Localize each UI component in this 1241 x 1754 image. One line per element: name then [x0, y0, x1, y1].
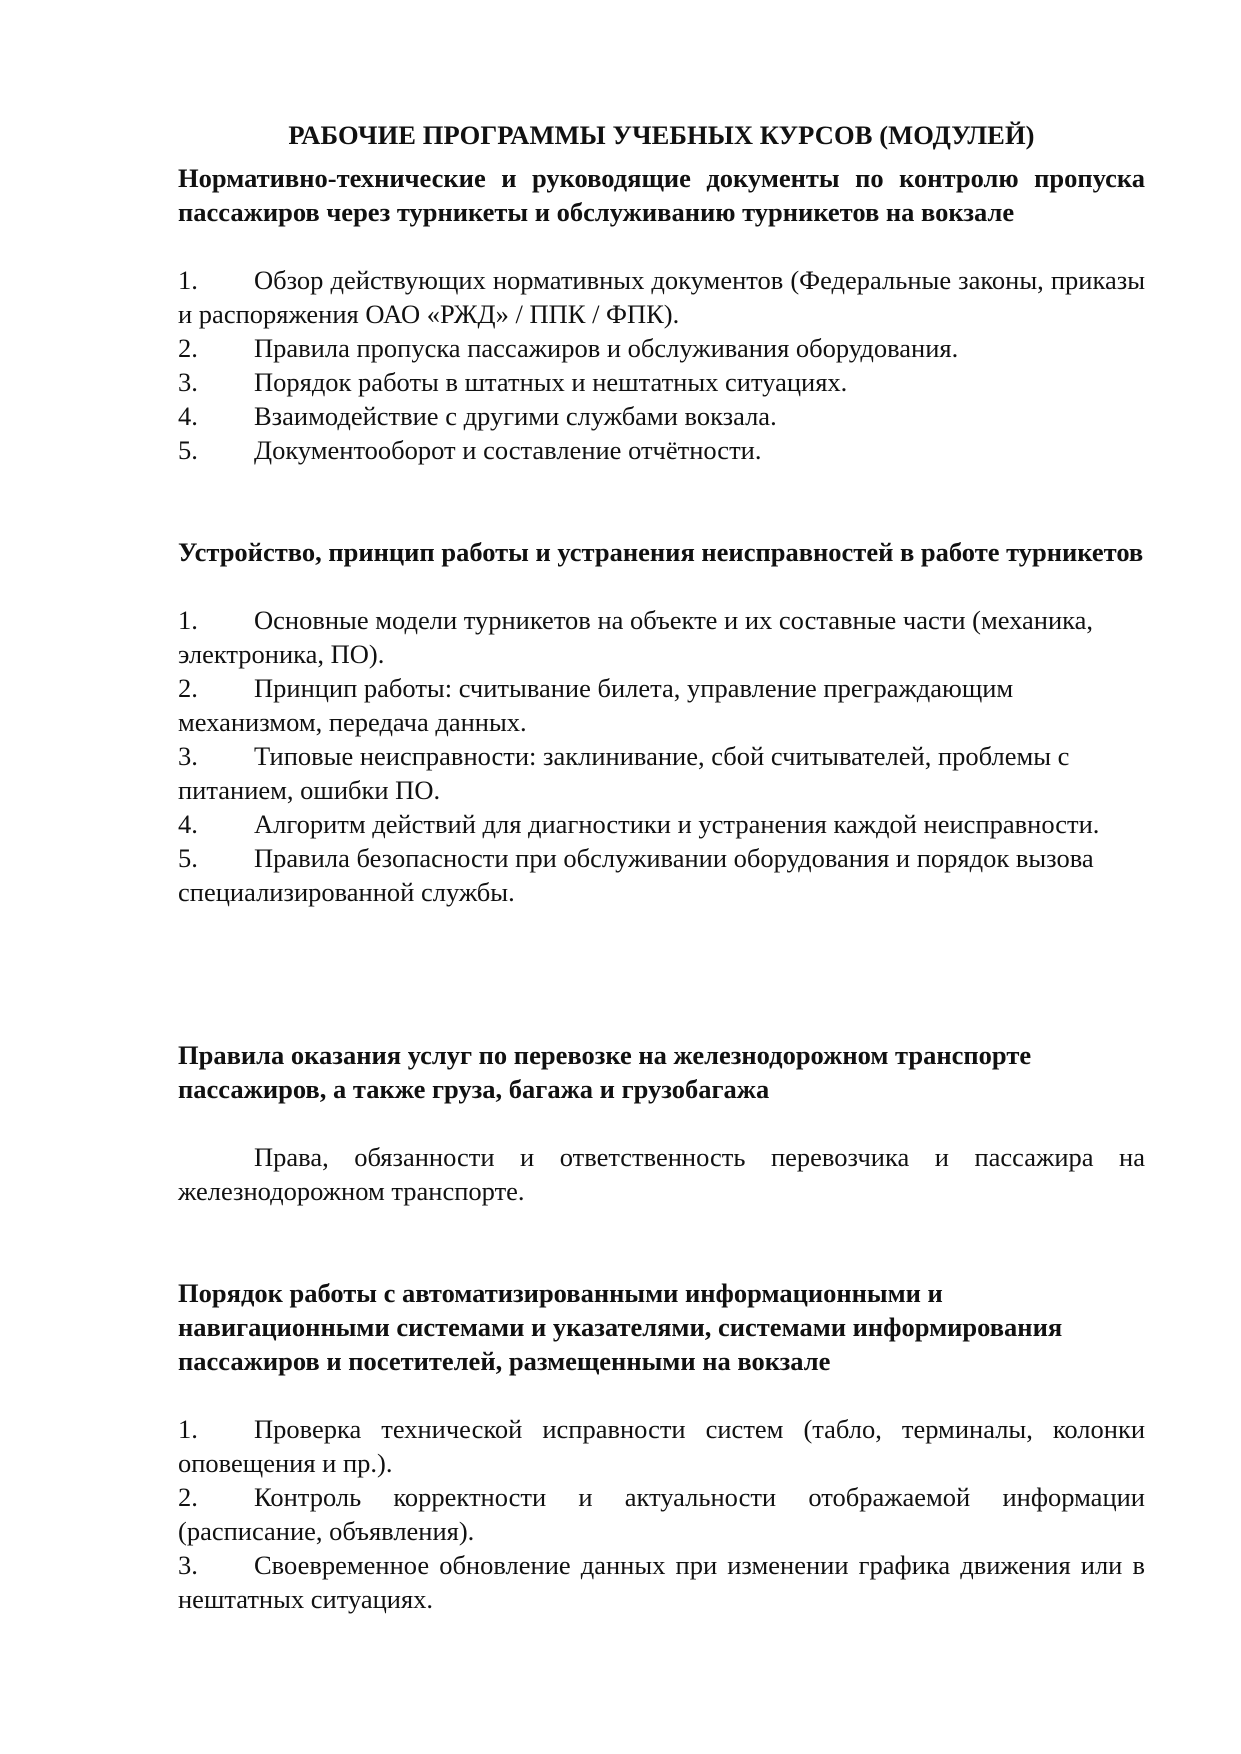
list-item: [178, 1412, 1145, 1480]
item-text: Алгоритм действий для диагностики и устранения каждой неисправности.: [254, 809, 1100, 839]
list-item: [178, 1480, 1145, 1548]
item-number: 3.: [178, 741, 198, 771]
item-list: [178, 603, 1145, 909]
section-heading: Порядок работы с автоматизированными информационными и навигационными системами и указателями, системами информирования пассажиров и посетителей, размещенными на вокзале: [178, 1278, 1063, 1376]
list-item: [178, 603, 1145, 671]
item-list: [178, 263, 1145, 467]
item-number: 1.: [178, 1414, 198, 1444]
list-item: [178, 263, 1145, 331]
item-text: Документооборот и составление отчётности.: [254, 435, 762, 465]
list-item: [178, 807, 1145, 841]
section-heading: Устройство, принцип работы и устранения неисправностей в работе турникетов: [178, 537, 1144, 567]
list-item: [178, 671, 1145, 739]
item-number: 1.: [178, 265, 198, 295]
list-item: [178, 433, 1145, 467]
item-number: 5.: [178, 843, 198, 873]
section-regulatory-documents: [178, 161, 1145, 467]
item-text: Принцип работы: считывание билета, управление преграждающим механизмом, передача данных.: [178, 673, 1014, 737]
item-number: 3.: [178, 1550, 198, 1580]
item-text: Правила безопасности при обслуживании оборудования и порядок вызова специализированной службы.: [178, 843, 1094, 907]
item-number: 5.: [178, 435, 198, 465]
item-number: 2.: [178, 333, 198, 363]
section-turnstile-device: [178, 535, 1145, 909]
item-number: 4.: [178, 809, 198, 839]
item-number: 3.: [178, 367, 198, 397]
item-text: Своевременное обновление данных при изменении графика движения или в нештатных ситуациях.: [178, 1550, 1145, 1614]
item-text: Типовые неисправности: заклинивание, сбой считывателей, проблемы с питанием, ошибки ПО.: [178, 741, 1070, 805]
list-item: [178, 365, 1145, 399]
item-text: Взаимодействие с другими службами вокзала.: [254, 401, 777, 431]
item-number: 2.: [178, 673, 198, 703]
list-item: [178, 841, 1145, 909]
list-item: [178, 399, 1145, 433]
item-number: 4.: [178, 401, 198, 431]
item-text: Основные модели турникетов на объекте и их составные части (механика, электроника, ПО).: [178, 605, 1094, 669]
item-text: Правила пропуска пассажиров и обслуживания оборудования.: [254, 333, 959, 363]
item-number: 1.: [178, 605, 198, 635]
list-item: [178, 739, 1145, 807]
item-number: 2.: [178, 1482, 198, 1512]
item-text: Порядок работы в штатных и нештатных ситуациях.: [254, 367, 848, 397]
section-heading: Правила оказания услуг по перевозке на железнодорожном транспорте пассажиров, а также груза, багажа и грузобагажа: [178, 1040, 1032, 1104]
list-item: [178, 331, 1145, 365]
item-text: Контроль корректности и актуальности отображаемой информации (расписание, объявления).: [178, 1482, 1145, 1546]
section-heading: Нормативно-технические и руководящие документы по контролю пропуска пассажиров через турникеты и обслуживанию турникетов на вокзале: [178, 163, 1145, 227]
item-text: Обзор действующих нормативных документов (Федеральные законы, приказы и распоряжения ОАО «РЖД» / ППК / ФПК).: [178, 265, 1145, 329]
item-list: [178, 1412, 1145, 1616]
section-information-systems: [178, 1276, 1145, 1616]
section-transport-rules: [178, 1038, 1145, 1208]
section-paragraph: Права, обязанности и ответственность перевозчика и пассажира на железнодорожном транспорте.: [178, 1142, 1145, 1206]
item-text: Проверка технической исправности систем (табло, терминалы, колонки оповещения и пр.).: [178, 1414, 1145, 1478]
list-item: [178, 1548, 1145, 1616]
document-title: РАБОЧИЕ ПРОГРАММЫ УЧЕБНЫХ КУРСОВ (МОДУЛЕЙ): [288, 120, 1035, 150]
